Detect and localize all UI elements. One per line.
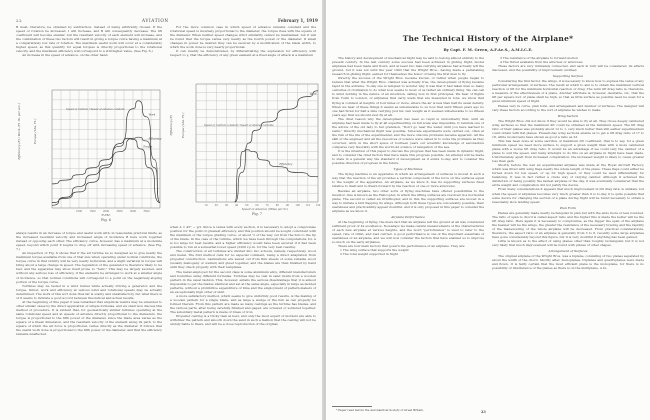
paragraph: B must, therefore, be obtained by subtraction, instead of being arbitrarily chosen. If the speed of rotation be increased, I will increase, and B will consequently decrease. The lift coefficient will become smaller, but the resultant velocity of each element will increase, and the combination of these two factors will result in giving a torque curve having a maximum at a comparatively low rate of rotation. The maximum useful work will occur at a considerably higher speed, as this quantity for equal torques is directly proportional to the rotational velocity, and the maximum efficiency will correspond to a still higher value. (See Fig. 6.) [16,25,162,54]
right-column-2-text [492,56,644,270]
left-column-2-top-text [170,25,316,57]
y-tick-label: · [192,116,193,120]
paragraph: Shortly before the war an experimental airplane was made at the Royal Aircraft Factory, which was fitted with wing flaps nearly the whole length of the plane. These flaps could either be turned down for low speed, or up for high speed, or they could be used differentially for balancing. It was in fact rather a crude way of varying camber. Although it achieved the distinction of being possibly the fastest airplane of the day, it was eventually considered that the extra weight and complication did not justify the device. [492,163,644,188]
left-column-1-top-text [16,25,162,57]
paragraph: The flying machine is an apparatus in which an arrangement of surfaces is moved in such a way that the reaction of the air provides a vertical component of the force on the surfaces equal to the weight of the apparatus. An airplane, as we know it, has its supporting surfaces fixed relative to itself and is drawn forward by the reaction of one or more airscrews. [332,172,484,189]
y-tick-label: · [192,108,193,112]
x-tick-label: 40 [235,204,239,207]
paragraph: The metal employed for the second class is some aluminum alloy, different manufacturers and foundries using different formulae. Turbines may be cast in sand molds from a wooden pattern in the usual fashion. This, however, entails the serious disadvantage that it is almost impossible to get the blades identical and set at the same angle, especially in large as-molded patterns, without a prohibitive expenditure of time and the employment of pattern-makers of an exceptionally high order of skill. [170,269,316,294]
y-axis-label-left: Efficiency (E) / Work (Ft. lb. per sec.) [17,102,21,160]
x-tick-label: 110 [305,204,311,207]
y-tick-label: · [192,150,193,154]
left-page [0,0,324,420]
paragraph: when A = 45° − γ/2. Since A varies with every section, it is necessary to adopt a compromise position for the point of greatest efficiency, and this position should be sought coincident with the maximum of the torque grading curve, or about ⅔ of the way out from the hub to the tip of the blade. In the case of the turbine, which we have been through the computations for, A is too large for best results, and a higher efficiency would have been secured if it had been possible to run at a somewhat lower speed (2200 r.p.m. for the very best results). [170,225,316,250]
footnote: * Paper read before the Aeronautical Society of Great Britain. [336,408,424,412]
y-tick-label: · [48,167,49,171]
paragraph: From many considerations it appears that much improvement in lift drag ratio is unlikely, but when the speed of airplanes becomes very much greater than it is to-day, it is quite possible that some device for changing the section of a plane during flight will be found necessary to obtain a reasonably slow landing speed. [492,187,644,204]
running-head: AVIATION [142,18,169,23]
paragraph: There are four main factors that govern the performance of an airplane. They are: [338,244,466,249]
series-label: Torque [143,145,153,149]
paragraph: This has been done at some sacrifice of maximum lift coefficient, that is to say, for a given minimum speed we need more surface to support a given weight than with a more cambered plane with a worse lift drag ratio. It would be an advantage if we could vary the camber of a plane to suit the speed, and many attempts to do this on an airplane in flight have been made. Unfortunately, apart from increased complication, the increased weight is likely to cause greater loss than gain. [492,138,644,164]
right-column-1-text [332,56,484,256]
y-tick-label: · [192,175,193,179]
y-tick-label: · [48,89,49,92]
figure-caption: Fig. 7 [252,212,262,216]
y-tick-label: · [192,142,193,145]
section-heading: Plan Form [560,205,576,210]
right-page-number: 23 [481,410,486,414]
paragraph: An inspection of Fig. 6 shows that if the air turbine be so designed as to give nearly the maximum torque available from one of that size when operating under normal conditions, the torque curve in that vicinity will be very nearly horizontal, and a slight variation in torque will bring about a large change in speed. The regulation of the generator is therefore likely to be bad, and the apparatus may show itself prone to "hunt." This may be largely avoided, and without any serious loss of efficiency, if the elements be arranged to work at a smaller angle of incidence, so that normal conditions will correspond to a point on the negatively-sloping portion of the torque curve. [16,251,162,284]
figure-caption: Fig. 6 [101,218,111,222]
y-tick-label: · [192,158,193,162]
paragraph: For the more common case in which speed of advance remains constant and the rotational speed is inversely proportional to the diameter, the torque rises with the square of the diameter. When neither speed changes strict similarity cannot be maintained; but it will be found that the torque varies very nearly as the fourth power of the diameter. If small changes in power be desired they can be secured by a modification of the blade width, to which the work done is very nearly proportional. [170,25,316,50]
y-tick-label: · [192,83,193,86]
y-tick-label: · [192,99,193,103]
paragraph: The Wright Bros. did not know if they would be able to fly at all. They chose deeply cambered wing surfaces so that the maximum lift could be obtained at the minimum speed. The lift drag ratio of their planes was probably about 12 to 1, very much better than still earlier experimenters could obtain with flat planes. Present-day wing sections enable us to get a lift drag ratio of 17 to 18, while model tests have shown as good a ratio as 23. [492,118,644,139]
paragraph: The construction of air turbines are divided into two schools, namely, respectively, wood and metal. The first method calls for no especial comment, being a direct adaptation from propeller construction. Laminations are sawed out from thin sheets of some suitable wood (usually mahogany or walnut) and glued together, and the blades are then finished by hand until they check properly with their templates. [170,249,316,270]
paragraph: An increase in the speed of advance, on the other hand, [22,53,109,58]
left-column-2-bottom-text [170,225,316,326]
chart-annotation: Speed of rotation constant / Speed of advance variable [204,124,274,127]
x-tick-label: 120 [315,204,321,207]
y-tick-label: · [192,125,193,129]
paragraph: It can readily be demonstrated, by differentiating the expression for efficiency with respect to γ, that the efficiency of any given element at a fixed angle of attack is a maximum [170,49,316,58]
y-tick-label: · [48,157,49,161]
x-axis-label: Speed of Advance (Miles per hr.) [241,207,289,211]
y-axis-label-right: Torque (Lbs. Ft.) [33,118,37,145]
paragraph: At the beginning of flying, the mere fact that an airplane left the ground at all was considered sufficient proof of its excellence. Nowadays we make careful measurements of the characteristics of each new airplane at various heights, and the word "performance" is used to refer to the speed, rate of climb, and load carried. A good performance is one of the important essentials of usefulness of an airplane, and we will now consider the factors that have enabled us to improve so much on the early airplanes. [332,219,484,245]
section-heading: Arrangement of Surfaces [548,249,588,254]
y-tick-label: · [192,167,193,171]
paragraph: The chief reason why the development has been so rapid is undoubtedly that, until an airplane had been made to fly at all experimenting on full scale was impossible. It reminds one of the advice of the old lady to her grandson, "Don't go near the water until you have learned to swim." Directly mechanical flight was possible, full-scale experiments were carried out, often at the risk of the life of the experimenter, and the more obscure problems became apparent. All the skill of the engineer and all the resources of science were called in to solve the problems as they occurred, until, in the short space of fourteen years our scientific knowledge of aeronautics compares very favorably with the world-old science of navigation of the sea. [332,116,484,150]
paragraph: Considering the first factor, the wings, it is necessary to know how to express the value of any particular arrangement of surfaces. The result at which to aim is to obtain the maximum vertical reaction or lift for the minimum horizontal reaction or drag. The term lift drag ratio is, therefore, a measure of the effectiveness of a plane. Another attribute is, however, desirable, viz., that the lift per square foot of plane shall be high, so that as little surface as possible need be used for a given minimum speed of flight. [492,79,644,104]
paragraph: Propeller casting is a tricky task at best, and only the most expert of molders are able to withdraw the pattern and smooth down the sand in such a fashion that the casting will not be unduly liable to flaws, and will be a close reproduction of the original. [170,314,316,327]
section-heading: Supporting Surface [552,74,584,79]
article-title: The Technical History of the Airplane* [402,34,574,43]
x-tick-label: 1500 [89,210,96,213]
section-heading: Wing Section [557,113,579,118]
paragraph: Little is known as to the effect of using planes other than roughly rectangular, but it is not very likely that much improvement will be found with planes of other shapes. [492,239,644,248]
paragraph: Planes vary in curve, plan form, and arrangement and number of surfaces. The designer will vary these factors according to the sort of airplane he wishes to make. [492,103,644,112]
y-tick-label: · [48,187,49,191]
y-tick-label: · [192,192,193,196]
paragraph: Planes are generally made nearly rectangular in plan but with the ends more or less rounded. The ratio of span to chord is called aspect ratio and the higher this is made the better will be the lift drag ratio. Here again it is necessary to compromise, as the bigger the span of the airplane the heavier will be the wings, the greater the resistance of the necessary bracing and the rapidity of the maneuvering of the whole airplane will be decreased. From practical considerations, therefore, the aspect ratio of an airplane is generally from 5 to 8, recently some large airplanes have gone considerably beyond this figure, but it is very doubtful if anything has been gained. [492,210,644,239]
section-heading: Airplane Performance [391,214,425,219]
section-heading: Types of Machines [393,167,423,172]
y-axis-label-left: Efficiency (E) [169,115,173,136]
x-tick-label: 3500 [143,210,150,213]
issue-date: February 1, 1919 [278,18,318,23]
x-tick-label: 80 [275,204,279,207]
x-tick-label: 60 [255,204,259,207]
series-label: Work [309,93,317,97]
y-tick-label: · [192,133,193,137]
y-tick-label: · [48,207,49,210]
list-item: 3 The resistance of the airplane to forward motion [500,56,579,60]
paragraph: At the beginning of this paper it was remarked that empirical results may be extended to other similar cases by the direct application of simple formulas, and we shall now discuss this method of procedure. It is evident that, for geometrically similar turbines operating at the same rotational speed and at speeds of advance directly proportional to the diameters, the torque is proportional to the fifth power of the diameter, since the blade area varies as the square of a linear dimension, and the resultant velocity of the element along its path, to the square of which the air force is proportional, varies directly as the diameter. It follows that the useful work done is proportional to the fifth power of the diameter, and that the efficiency remains unaffected. [16,299,162,337]
y-tick-label: · [48,108,49,112]
fig6-chart [14,86,164,228]
series-label: Efficiency [279,163,293,167]
x-tick-label: 1000 [75,210,83,213]
paragraph: Turbines may be tested in a wind tunnel while actually driving a generator, and the torque, thrust, work and efficiency at various wind and rotational speeds may be actually determined. The work of this sort done thus far is scanty and unsatisfactory, but what there is of it seems to indicate a good accord between theoretical and actual results. [16,283,162,300]
y-tick-label: · [48,98,49,102]
x-tick-label: 90 [285,204,290,207]
list-item: 1 The wing surface that supports the weight [340,248,409,253]
series-line-efficiency [235,150,318,202]
y-tick-label: · [192,201,193,204]
y-tick-label: · [48,128,49,132]
x-tick-label: 100 [295,204,300,207]
list-item: 4 The thrust available from the airscrew or airscrews [500,60,583,65]
x-tick-label: 2000 [102,210,110,213]
list-item: 2 The total weight supported in flight [340,252,398,257]
paragraph: A more satisfactory method, which seems to give uniformly good results, is the making of a wooden pattern for a single blade, and as large a wedge of the hub as can properly be formed therein. From this pattern are made as many castings as the turbine has blades, and the various parts, after being carefully finished and gaged, are screwed or soldered together. The subsidiary metal pattern is made of brass or iron. [170,293,316,314]
left-column-1-bottom-text [16,231,162,336]
y-tick-label: · [48,197,49,201]
paragraph: The original airplane of the Wright Bros. was a biplane, consisting of two planes separated by about the width of the chord. Shortly after, monoplanes, triplanes and quadruplanes were made and flown. It is fairly certain that the most efficient plane is the monoplane, for there is no possibility of interference of the planes as there is on the multiplane. A bi- [492,254,644,271]
y-tick-label: · [48,138,49,142]
series-label: Work [148,113,156,117]
x-axis-label: R.P.M. [101,213,111,217]
y-tick-label: · [192,91,193,95]
y-tick-label: · [48,118,49,122]
x-tick-label: 70 [265,204,269,207]
y-tick-label: · [48,177,49,181]
y-axis-label-right: Torque (Lbs. Ft.) [181,112,185,139]
paragraph: Directly the success of the Wright Bros. became known, or rather when people began to believe that what the Wright Bros. claimed was actually true, the development of flying became rapid in the extreme. To-day one is tempted to wonder why it was that it had taken man so many centuries of civilization to do what now seems to most of us rather an ordinary thing. We can call to mind nothing in the nature of an invention, calling now in first principles. We hear of flights from Turin to London, of airplanes that carry loads that are measured in tons, we know that flying is common at heights of four miles or more, where the air is less than half its usual density. When we hear of these things it seems as unbelievable to us now that until fifteen years ago no one had flown for half a mile carrying just his own weight as it seemed unbelievable to us fifteen years ago that we should ever fly at all. [332,76,484,117]
page-number: 22 [16,18,23,23]
x-tick-label: 3000 [129,210,137,213]
x-tick-label: 2500 [116,210,123,213]
x-tick-label: 20 [214,204,218,207]
paragraph: These factors are very intimately connected, and each in turn will be considered, its effects discussed, and the possibility of improvement outlined. [492,64,644,73]
paragraph: It is the intention of this paper to discuss the progress that has been made in dynamic flight, and to consider the chief factors that have made this progress possible. An attempt will be made to state in a general way the standard of development as it exists to-day, and to consider the possible direction of progress in the future. [332,149,484,166]
footnote-rule [332,406,372,407]
x-tick-label: 30 [224,204,229,207]
y-tick-label: · [48,148,49,151]
paragraph: always results in an increase of torque and useful work with, in reasonable practical limits, as the increased resultant velocity and increased angle of incidence B here work together instead of opposing each other. The efficiency curve, however, has a maximum at a moderate speed, beyond which point it begins to drop off with increasing speed of advance. (See Fig. 7.) [16,231,162,252]
fig7-chart [166,80,322,228]
chart-annotation: Speed of rotation / Speed of advance constant [66,108,125,111]
paragraph: Besides an airplane, two other sorts of flying machines have offered possibilities to the inventor. One is known as the Helicopter, in which the lifting surfaces are revolved in a horizontal plane. The second is called an Ornithopter, and in this the supporting surfaces are moved in a way to imitate a bird flapping its wings. Although both these types are conceivably possible, their usefulness and practicability appear doubtful, and it is only proposed in this paper to consider the airplane as we know it. [332,188,485,213]
right-page [326,0,650,420]
series-label: Efficiency [148,137,162,141]
x-tick-label: 10 [204,204,208,207]
y-tick-label: · [192,184,193,188]
x-tick-label: 50 [245,204,249,207]
paragraph: The history and development of mechanical flight may be said to belong almost entirely to the present century. In the last century some success had been achieved in gliding flight, model airplanes had been made and flown, and at least two man-carrying airplanes had actually left the ground, but it was not until the year 1903 that the Wright Bros., having made a painstaking research in gliding flight, earned for themselves the honor of being the first men to fly. [332,56,484,77]
article-byline: By Capt. F. M. Green, A.F.Ae.S., A.M.I.C.E. [443,47,533,52]
